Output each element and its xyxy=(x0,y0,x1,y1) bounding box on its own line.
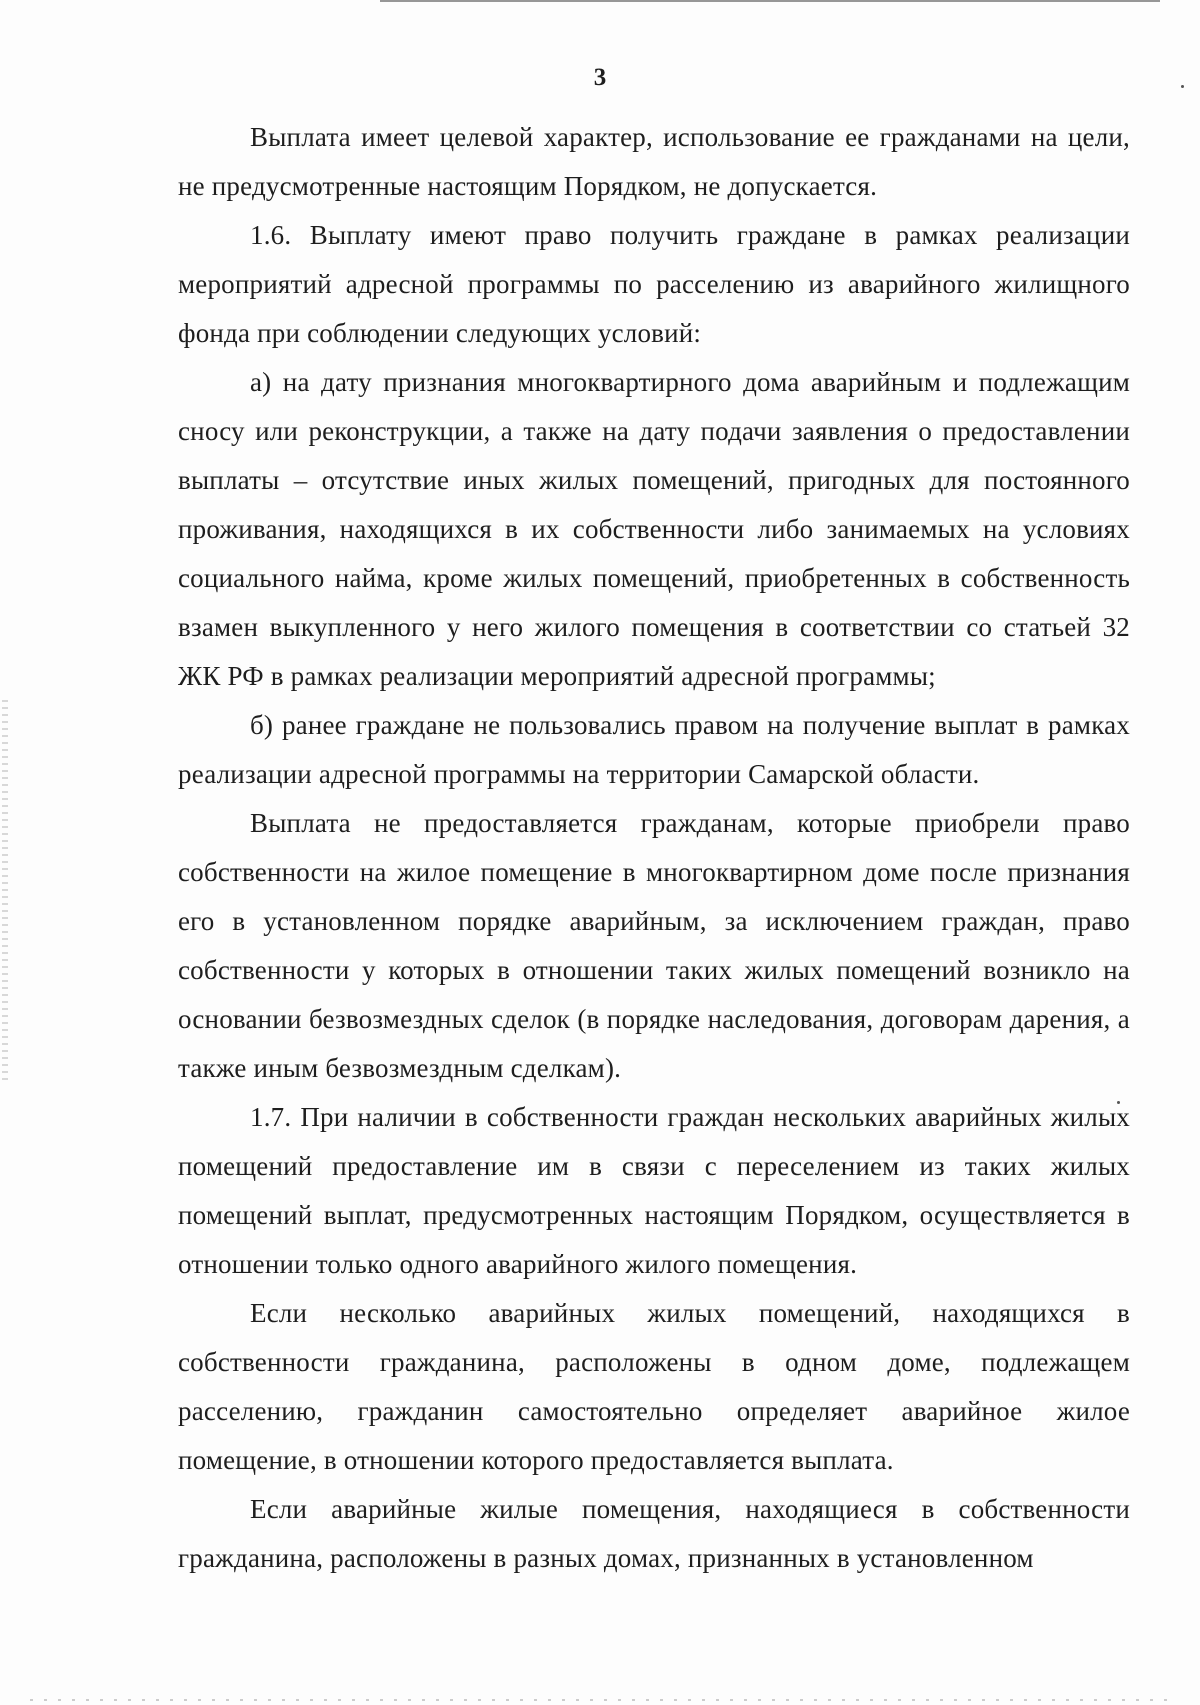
paragraph: 1.6. Выплату имеют право получить граждане в рамках реализации мероприятий адресной программы по расселению из аварийного жилищного фонда при соблюдении следующих условий: xyxy=(178,220,1130,348)
scan-edge-artifact xyxy=(2,700,8,1080)
paragraph: а) на дату признания многоквартирного дома аварийным и подлежащим сносу или реконструкции, а также на дату подачи заявления о предоставлении выплаты – отсутствие иных жилых помещений, пригодных для постоянного проживания, находящихся в их собственности либо занимаемых на условиях социального найма, кроме жилых помещений, приобретенных в собственность взамен выкупленного у него жилого помещения в соответствии со статьей 32 ЖК РФ в рамках реализации мероприятий адресной программы; xyxy=(178,367,1130,691)
paragraph: Если несколько аварийных жилых помещений, находящихся в собственности гражданина, расположены в одном доме, подлежащем расселению, гражданин самостоятельно определяет аварийное жилое помещение, в отношении которого предоставляется выплата. xyxy=(178,1298,1130,1475)
page-number: 3 xyxy=(593,64,607,91)
paragraph: б) ранее граждане не пользовались правом на получение выплат в рамках реализации адресной программы на территории Самарской области. xyxy=(178,710,1130,789)
document-body xyxy=(178,113,1130,1583)
scan-edge-artifact xyxy=(30,1699,1170,1701)
scan-edge-artifact xyxy=(380,0,1160,2)
paragraph: 1.7. При наличии в собственности граждан нескольких аварийных жилых помещений предоставление им в связи с переселением из таких жилых помещений выплат, предусмотренных настоящим Порядком, осуществляется в отношении только одного аварийного жилого помещения. xyxy=(178,1102,1130,1279)
paragraph: Если аварийные жилые помещения, находящиеся в собственности гражданина, расположены в разных домах, признанных в установленном xyxy=(178,1494,1130,1573)
paragraph: Выплата не предоставляется гражданам, которые приобрели право собственности на жилое помещение в многоквартирном доме после признания его в установленном порядке аварийным, за исключением граждан, право собственности у которых в отношении таких жилых помещений возникло на основании безвозмездных сделок (в порядке наследования, договорам дарения, а также иным безвозмездным сделкам). xyxy=(178,808,1130,1083)
paragraph: Выплата имеет целевой характер, использование ее гражданами на цели, не предусмотренные настоящим Порядком, не допускается. xyxy=(178,122,1130,201)
